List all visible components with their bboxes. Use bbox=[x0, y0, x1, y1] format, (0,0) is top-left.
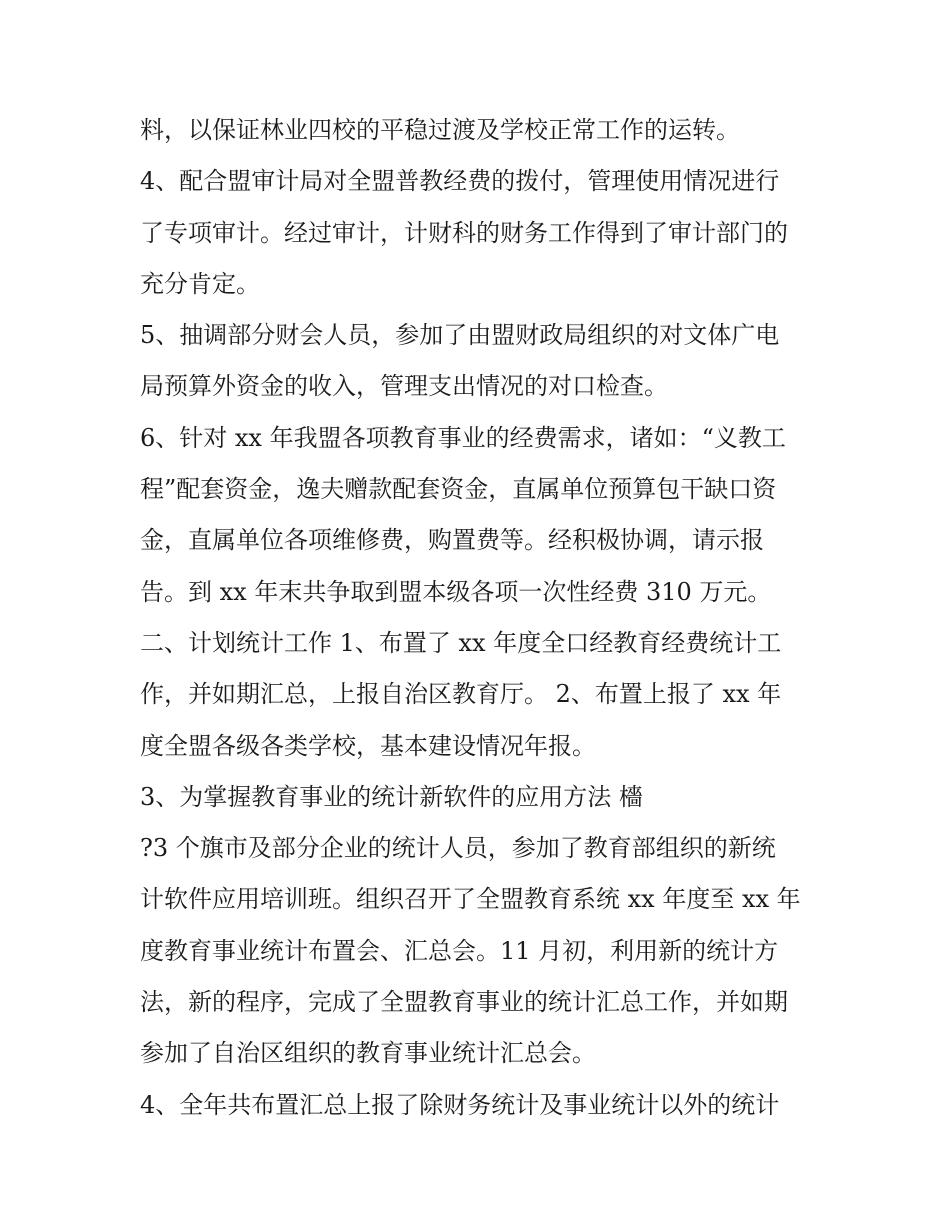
text-line: 金，直属单位各项维修费，购置费等。经积极协调，请示报 bbox=[140, 526, 764, 555]
text-line: 充分肯定。 bbox=[140, 269, 260, 298]
text-line: 告。到 xx 年末共争取到盟本级各项一次性经费 310 万元。 bbox=[140, 577, 772, 606]
text-line: 度全盟各级各类学校，基本建设情况年报。 bbox=[140, 731, 596, 760]
text-line: 计软件应用培训班。组织召开了全盟教育系统 xx 年度至 xx 年 bbox=[140, 885, 801, 914]
text-line: 程”配套资金，逸夫赠款配套资金，直属单位预算包干缺口资 bbox=[140, 475, 777, 504]
text-line: 法，新的程序，完成了全盟教育事业的统计汇总工作，并如期 bbox=[140, 988, 788, 1017]
text-line: 4、配合盟审计局对全盟普教经费的拨付，管理使用情况进行 bbox=[140, 167, 780, 196]
text-line: 局预算外资金的收入，管理支出情况的对口检查。 bbox=[140, 372, 668, 401]
text-line: 作，并如期汇总，上报自治区教育厅。 2、布置上报了 xx 年 bbox=[140, 680, 782, 709]
document-body bbox=[140, 105, 830, 1131]
text-line: 4、全年共布置汇总上报了除财务统计及事业统计以外的统计 bbox=[140, 1090, 780, 1119]
text-line: ?3 个旗市及部分企业的统计人员，参加了教育部组织的新统 bbox=[140, 834, 776, 863]
text-line: 3、为掌握教育事业的统计新软件的应用方法 檣 bbox=[140, 782, 643, 811]
text-line: 了专项审计。经过审计，计财科的财务工作得到了审计部门的 bbox=[140, 218, 788, 247]
text-line: 参加了自治区组织的教育事业统计汇总会。 bbox=[140, 1039, 596, 1068]
text-line: 6、针对 xx 年我盟各项教育事业的经费需求，诸如：“义教工 bbox=[140, 423, 786, 452]
text-line: 度教育事业统计布置会、汇总会。11 月初，利用新的统计方 bbox=[140, 936, 779, 965]
text-line: 二、计划统计工作 1、布置了 xx 年度全口经教育经费统计工 bbox=[140, 628, 782, 657]
text-line: 5、抽调部分财会人员，参加了由盟财政局组织的对文体广电 bbox=[140, 321, 780, 350]
text-line: 料，以保证林业四校的平稳过渡及学校正常工作的运转。 bbox=[140, 116, 740, 144]
